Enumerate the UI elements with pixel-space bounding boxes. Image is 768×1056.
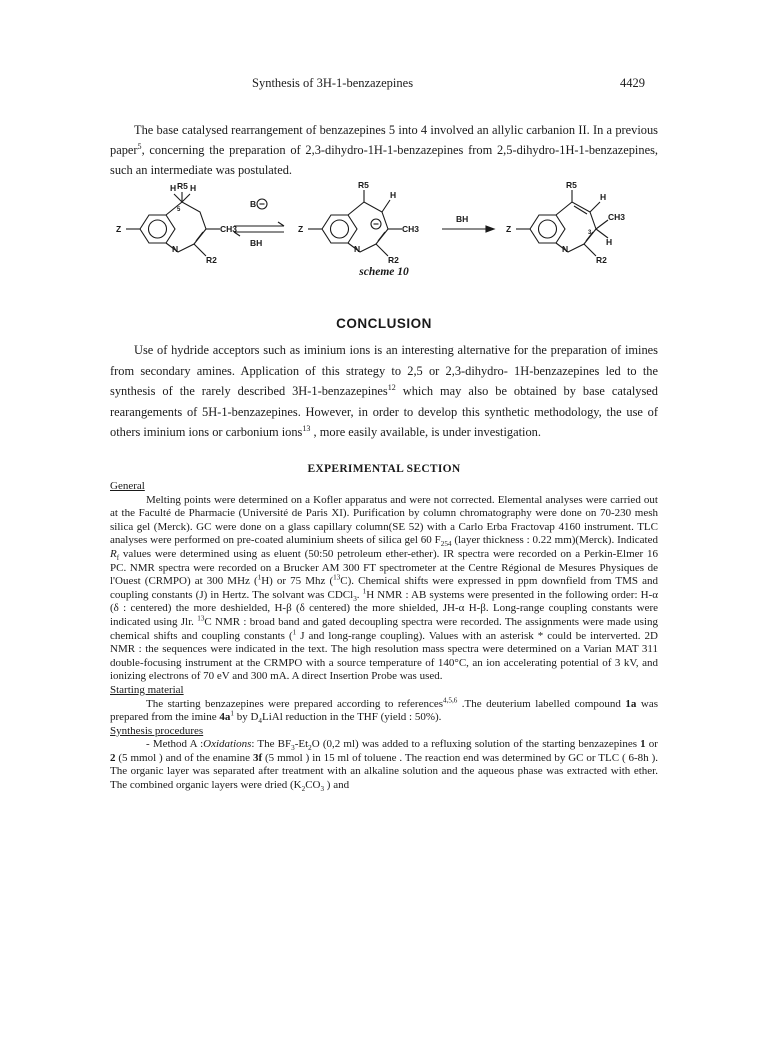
general-subheading: General [110,480,145,492]
ref-13: 13 [302,423,311,433]
ch3-label: CH3 [608,212,626,222]
conclusion-text-1: Use of hydride acceptors such as iminium ions is an interesting alternative for the preparation of imines from secondary amines. Application of this strategy to 2,5 or 2,3-dihydro- 1H-benzazepines led to the synthesis of the rarely described 3H-1-benzazepines [110,343,658,398]
intro-text-2: , concerning the preparation of 2,3-dihydro-1H-1-benzazepines from 2,5-dihydro-1H-1-benzazepines, such an intermediate was postulated. [110,143,658,177]
ref-12: 12 [387,382,396,392]
z-label: Z [298,224,304,234]
experimental-section [110,480,658,793]
base-label: B [250,199,257,209]
conclusion-text-3: , more easily available, is under investigation. [310,425,541,439]
n-label: N [354,244,361,254]
starting-material-subheading: Starting material [110,683,184,696]
conclusion-paragraph [110,340,658,443]
intro-ref-5: 5 [137,141,142,151]
r5-label: R5 [177,182,188,191]
h-label: H [390,190,397,200]
h-label: H [600,192,607,202]
intro-paragraph [110,120,658,180]
r2-label: R2 [206,255,217,265]
starting-material-paragraph: The starting benzazepines were prepared according to references$^{4,5,6}$ .The deuterium labelled compound 1a was prepared from the imine $4a^1$ by $D_4LiAl$ reduction in the THF (yield : 50%). [110,695,658,726]
conclusion-heading: CONCLUSION [336,316,432,331]
synthesis-procedures-subheading: Synthesis procedures [110,724,204,737]
scheme-caption: scheme 10 [359,266,409,278]
z-label: Z [506,224,512,234]
r2-label: R2 [388,255,399,265]
bh-label: BH [250,238,263,248]
r2-label: R2 [596,255,607,265]
n-label: N [562,244,569,254]
h-label: H [606,237,613,247]
position-5-label: 5 [177,207,181,213]
ch3-label: CH3 [402,224,420,234]
conclusion-text-2: which may also be obtained by base catalysed rearangements of 5H-1-benzazepines. However, in order to develop this synthetic methodology, the use of others iminium ions or carbonium ions [110,384,658,439]
position-3-label: 3 [588,230,592,236]
equilibrium-arrows [234,222,284,236]
running-head-title: Synthesis of 3H-1-benzazepines [252,76,414,90]
bh-label: BH [456,214,469,224]
h-label: H [190,183,197,193]
experimental-heading: EXPERIMENTAL SECTION [307,463,461,475]
general-paragraph: Melting points were determined on a Kofler apparatus and were not corrected. Elemental analyses were carried out at the Faculté de Pharmacie (Université de Paris XI). Purification by column chromatography were done on 70-230 mesh silica gel (Merck). GC were done on a glass capillary column(SE 52) with a Carlo Erba Fractovap 4160 instrument. TLC analyses were performed on pre-coated aluminium sheets of silica gel 60 $F_{254}$ (layer thickness : 0.22 mm)(Merck). Indicated $R_f$ values were determined using as eluent (50:50 petroleum ether-ether). IR spectra were recorded on a Perkin-Elmer 16 PC. NMR spectra were recorded on a Brucker AM 300 FT spectrometer at the Centre Régional de Mesures Physiques de l'Ouest (CRMPO) at 300 MHz ($^1$H) or 75 Mhz ($^{13}$C). Chemical shifts were expressed in ppm downfield from TMS and coupling constants (J) in Hertz. The solvant was CDCl$_3$. $^1$H NMR : AB systems were presented in the following order: H-α (δ : centered) the more deshielded, H-β (δ centered) the more shielded, JH-α H-β. Long-range coupling constants were indicated using Jlr. $^{13}$C NMR : broad band and gated decoupling spectra were recorded. The assignments were made using chemical shifts and coupling constants ($^1$ J and long-range coupling). Values with an asterisk * could be interverted. 2D NMR : the sequences were indicated in the text. The high resolution mass spectra were determined on a Varian MAT 311 double-focusing instrument at the CRMPO with a source temperature of 140°C, an ion accelerating potential of 3 kV, and ionizing electrons of 70 eV and 300 mA. A direct Insertion Probe was used. [110,493,659,683]
r5-label: R5 [566,182,577,190]
h-label: H [170,183,177,193]
r5-label: R5 [358,182,369,190]
ch3-label: CH3 [220,224,238,234]
n-label: N [172,244,179,254]
page-number: 4429 [620,76,645,90]
z-label: Z [116,224,122,234]
method-a-paragraph: - Method A :Oxidations: The $BF_3-Et_2O$ (0,2 ml) was added to a refluxing solution of the starting benzazepines 1 or 2 (5 mmol ) and of the enamine 3f (5 mmol ) in 15 ml of toluene . The reaction end was determined by GC or TLC ( 6-8h ). The organic layer was separated after treatment with an alkaline solution and the aqueous phase was extracted with ether. The combined organic layers were dried ($K_2CO_3$ ) and [110,738,658,794]
intro-text-1: The base catalysed rearrangement of benzazepines 5 into 4 involved an allylic carbanion II. In a previous paper [110,123,658,157]
